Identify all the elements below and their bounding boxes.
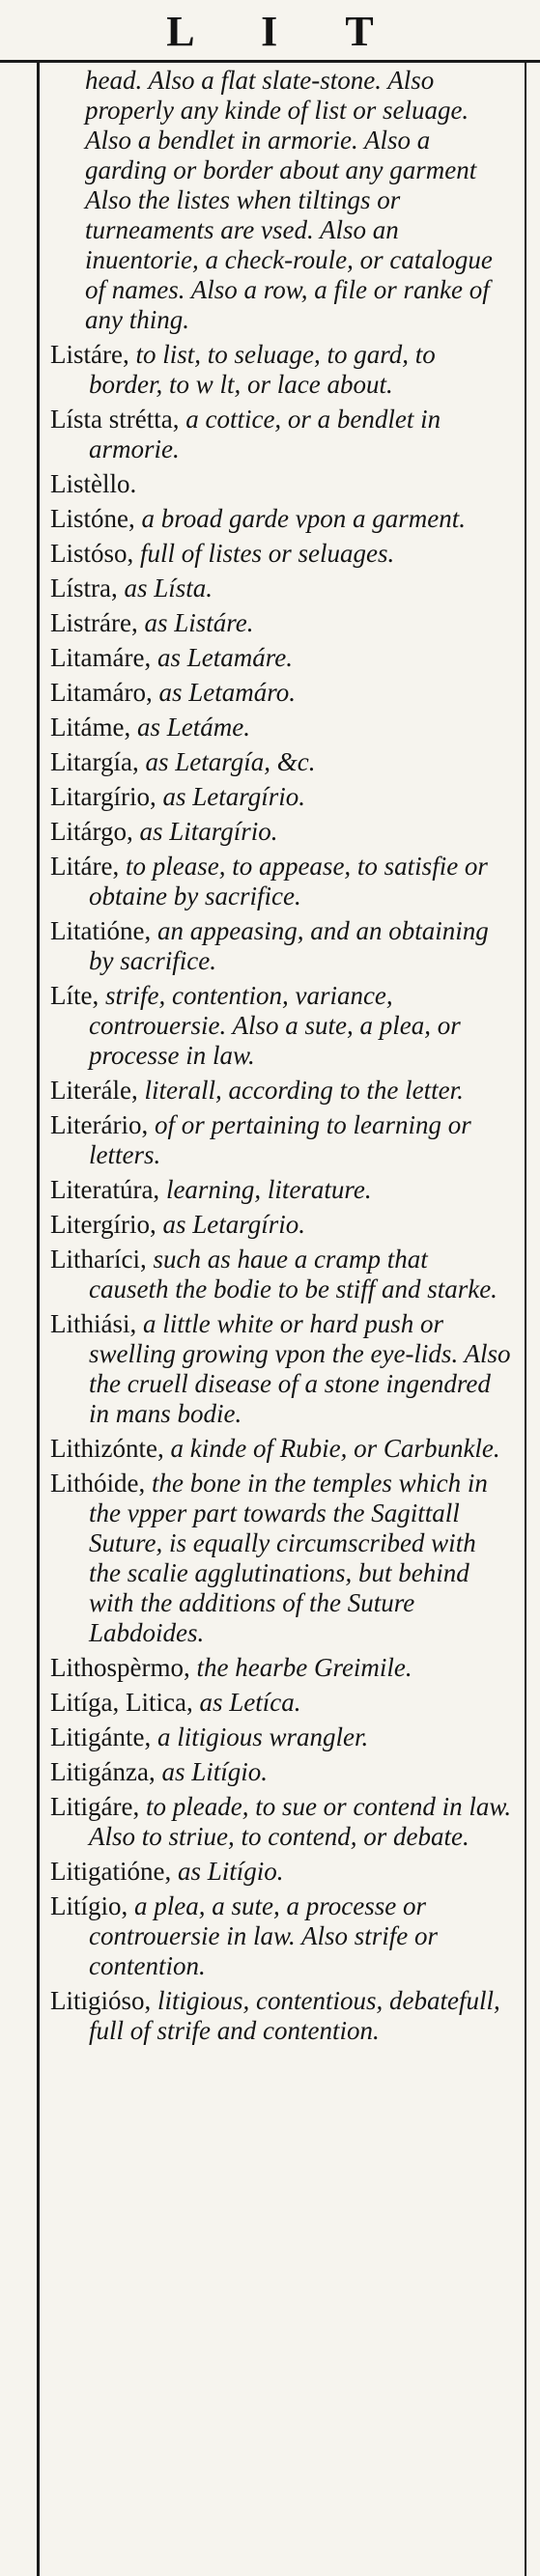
entry-definition: a litigious wrangler. xyxy=(156,1722,369,1751)
page-header xyxy=(0,0,540,56)
entry-definition: litigious, contentious, debatefull, full of strife and contention. xyxy=(89,1986,500,2045)
dictionary-entry xyxy=(50,817,512,847)
entry-definition: as Letargírio. xyxy=(162,1210,306,1239)
dictionary-entry xyxy=(50,678,512,708)
entry-headword: Lithospèrmo, xyxy=(50,1653,190,1682)
dictionary-entry xyxy=(50,1210,512,1240)
dictionary-entry xyxy=(50,1245,512,1304)
entry-definition: as Letáme. xyxy=(136,713,250,742)
dictionary-entry xyxy=(50,852,512,911)
entry-definition: to pleade, to sue or contend in law. Also to striue, to contend, or debate. xyxy=(89,1792,512,1851)
entry-headword: Litárgo, xyxy=(50,817,133,846)
entry-headword: Litargía, xyxy=(50,747,139,776)
dictionary-entry xyxy=(50,1653,512,1683)
entry-definition: a cottice, or a bendlet in armorie. xyxy=(89,405,441,463)
entry-definition: as Letamáre. xyxy=(156,643,293,672)
dictionary-entry xyxy=(50,1792,512,1852)
entry-definition: strife, contention, variance, controuersie. Also a sute, a plea, or processe in law. xyxy=(89,981,461,1070)
entry-definition: as Listáre. xyxy=(144,608,254,637)
entry-headword: Listèllo. xyxy=(50,469,137,498)
right-column-rule xyxy=(525,60,526,2576)
entry-headword: Litígio, xyxy=(50,1891,128,1920)
entry-headword: Literále, xyxy=(50,1076,138,1105)
entry-headword: Litigatióne, xyxy=(50,1857,172,1886)
entry-definition: as Litígio. xyxy=(177,1857,284,1886)
entry-headword: Litargírio, xyxy=(50,782,156,811)
dictionary-entry xyxy=(50,504,512,534)
entry-headword: Litáre, xyxy=(50,852,120,881)
entry-headword: Litíga, Litica, xyxy=(50,1688,193,1717)
dictionary-entry xyxy=(50,66,512,335)
dictionary-entry xyxy=(50,1722,512,1752)
dictionary-entry xyxy=(50,1434,512,1464)
dictionary-entry xyxy=(50,1309,512,1429)
dictionary-entry xyxy=(50,1986,512,2046)
entry-headword: Lístra, xyxy=(50,574,118,602)
entry-definition: a broad garde vpon a garment. xyxy=(141,504,466,533)
dictionary-entry xyxy=(50,608,512,638)
dictionary-entry xyxy=(50,1110,512,1170)
dictionary-entry xyxy=(50,1891,512,1981)
dictionary-entry xyxy=(50,340,512,400)
entry-definition: as Letargía, &c. xyxy=(145,747,316,776)
dictionary-entry xyxy=(50,539,512,569)
entry-definition: as Litígio. xyxy=(161,1757,268,1786)
dictionary-entry xyxy=(50,643,512,673)
dictionary-entry xyxy=(50,1175,512,1205)
entry-headword: Litigánza, xyxy=(50,1757,156,1786)
entry-definition: to list, to seluage, to gard, to border, to w lt, or lace about. xyxy=(89,340,436,399)
dictionary-entry xyxy=(50,713,512,742)
entry-definition: a little white or hard push or swelling growing vpon the eye-lids. Also the cruell disease of a stone ingendred in mans bodie. xyxy=(89,1309,511,1428)
entry-definition: a plea, a sute, a processe or controuersie in law. Also strife or contention. xyxy=(89,1891,439,1980)
dictionary-entry xyxy=(50,916,512,976)
entry-definition: learning, literature. xyxy=(165,1175,372,1204)
entry-definition: as Lísta. xyxy=(124,574,213,602)
entry-headword: Lithizónte, xyxy=(50,1434,164,1463)
entry-definition: such as haue a cramp that causeth the bodie to be stiff and starke. xyxy=(89,1245,497,1303)
entry-definition: as Litargírio. xyxy=(139,817,278,846)
dictionary-entry xyxy=(50,1076,512,1106)
entry-headword: Litigióso, xyxy=(50,1986,152,2015)
entry-headword: Litamáro, xyxy=(50,678,153,707)
dictionary-entry xyxy=(50,574,512,603)
entry-definition: full of listes or seluages. xyxy=(140,539,395,568)
entry-headword: Literatúra, xyxy=(50,1175,160,1204)
entry-headword: Literário, xyxy=(50,1110,149,1139)
dictionary-entry xyxy=(50,1757,512,1787)
entry-headword: Listáre, xyxy=(50,340,129,369)
entry-definition: the hearbe Greimile. xyxy=(196,1653,412,1682)
dictionary-entry xyxy=(50,981,512,1071)
entry-headword: Litharíci, xyxy=(50,1245,147,1274)
entry-headword: Litergírio, xyxy=(50,1210,156,1239)
entry-headword: Litigánte, xyxy=(50,1722,152,1751)
dictionary-entry xyxy=(50,782,512,812)
entry-definition: of or pertaining to learning or letters. xyxy=(89,1110,471,1169)
entry-headword: Listóne, xyxy=(50,504,135,533)
entry-headword: Lithóide, xyxy=(50,1469,146,1498)
header-rule xyxy=(0,60,540,63)
entry-definition: as Letamáro. xyxy=(158,678,296,707)
running-head: L I T xyxy=(166,8,403,55)
entry-headword: Listóso, xyxy=(50,539,134,568)
entry-definition: to please, to appease, to satisfie or obtaine by sacrifice. xyxy=(89,852,488,910)
entry-definition: as Letargírio. xyxy=(162,782,306,811)
entry-headword: Líte, xyxy=(50,981,99,1010)
entry-headword: Lísta strétta, xyxy=(50,405,180,434)
dictionary-entry xyxy=(50,1857,512,1887)
entry-definition: as Letíca. xyxy=(199,1688,301,1717)
dictionary-entry xyxy=(50,469,512,499)
entry-headword: Litamáre, xyxy=(50,643,152,672)
entry-headword: Lithiási, xyxy=(50,1309,137,1338)
dictionary-entry xyxy=(50,1688,512,1718)
left-column-rule xyxy=(37,60,40,2576)
dictionary-entry xyxy=(50,405,512,464)
entry-definition: head. Also a flat slate-stone. Also properly any kinde of list or seluage. Also a bendlet in armorie. Also a garding or border about any garment Also the listes when tiltings or turneaments are vsed. Also an inuentorie, a check-roule, or catalogue of names. Also a row, a file or ranke of any thing. xyxy=(85,66,493,334)
entry-headword: Listráre, xyxy=(50,608,138,637)
entry-headword: Litáme, xyxy=(50,713,131,742)
entry-definition: the bone in the temples which in the vpper part towards the Sagittall Suture, is equally circumscribed with the scalie agglutinations, but behind with the additions of the Suture Labdoides. xyxy=(89,1469,488,1647)
entry-definition: literall, according to the letter. xyxy=(144,1076,464,1105)
dictionary-entry xyxy=(50,1469,512,1648)
dictionary-entry xyxy=(50,747,512,777)
entry-headword: Litatióne, xyxy=(50,916,152,945)
entry-headword: Litigáre, xyxy=(50,1792,140,1821)
entry-definition: a kinde of Rubie, or Carbunkle. xyxy=(170,1434,500,1463)
entry-definition: an appeasing, and an obtaining by sacrifice. xyxy=(89,916,489,975)
dictionary-column xyxy=(50,66,512,2051)
